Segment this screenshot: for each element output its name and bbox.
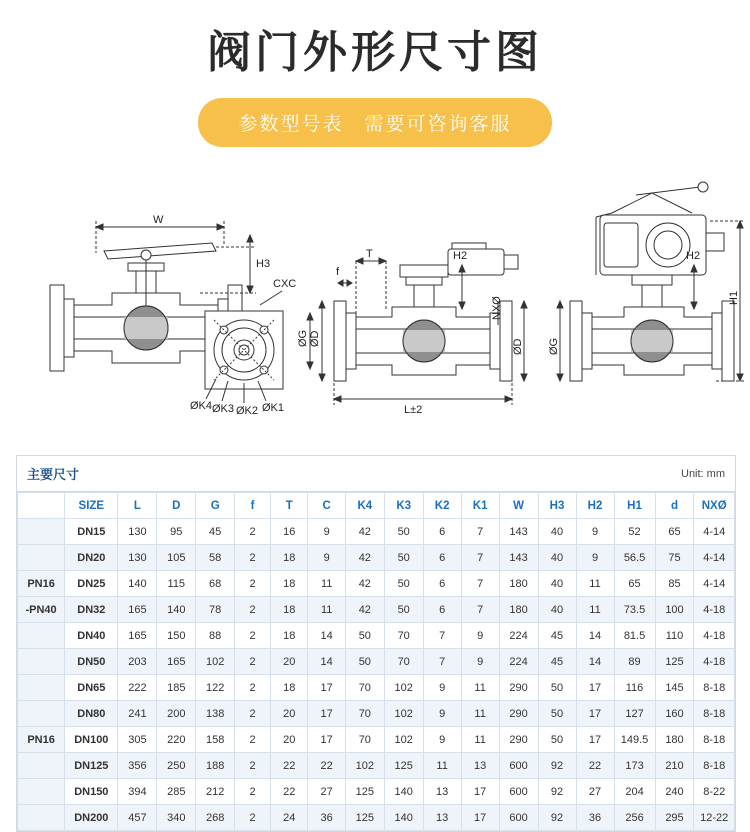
table-cell: 70 <box>345 701 384 727</box>
table-cell: 12-22 <box>694 805 735 831</box>
table-cell: 70 <box>384 623 423 649</box>
table-caption: 主要尺寸 <box>27 467 80 482</box>
table-cell: 11 <box>576 597 614 623</box>
table-cell: 92 <box>538 805 576 831</box>
table-cell: 50 <box>384 571 423 597</box>
table-cell: 9 <box>423 675 461 701</box>
table-cell: 6 <box>423 545 461 571</box>
table-cell: 105 <box>157 545 196 571</box>
table-cell: 203 <box>118 649 157 675</box>
table-cell: 290 <box>499 727 538 753</box>
table-cell: 50 <box>345 623 384 649</box>
table-cell-group: -PN40 <box>18 597 65 623</box>
table-cell: 102 <box>384 701 423 727</box>
dimension-table <box>17 492 735 831</box>
table-body <box>18 519 735 831</box>
subtitle-badge: 参数型号表 需要可咨询客服 <box>198 98 551 147</box>
table-cell: 42 <box>345 571 384 597</box>
label-h1: H1 <box>728 290 740 305</box>
table-cell: 200 <box>157 701 196 727</box>
table-header-row <box>18 493 735 519</box>
th-k4: K4 <box>345 493 384 519</box>
table-cell-group <box>18 519 65 545</box>
table-row <box>18 753 735 779</box>
table-cell-group <box>18 779 65 805</box>
table-cell: 222 <box>118 675 157 701</box>
table-cell: 180 <box>655 727 694 753</box>
dimension-table-container <box>16 455 736 832</box>
table-cell: 7 <box>461 545 499 571</box>
table-cell: 7 <box>461 597 499 623</box>
table-cell: 14 <box>576 649 614 675</box>
th-k2: K2 <box>423 493 461 519</box>
table-cell: 8-18 <box>694 753 735 779</box>
table-cell: 78 <box>196 597 235 623</box>
table-cell: 42 <box>345 545 384 571</box>
table-unit: Unit: mm <box>681 467 725 480</box>
th-d: D <box>157 493 196 519</box>
table-cell: 22 <box>271 779 308 805</box>
table-cell: 20 <box>271 649 308 675</box>
table-cell: 27 <box>576 779 614 805</box>
table-cell: 40 <box>538 519 576 545</box>
table-cell: 9 <box>308 545 345 571</box>
table-cell: 8-18 <box>694 701 735 727</box>
table-cell: 70 <box>384 649 423 675</box>
table-cell: 22 <box>271 753 308 779</box>
table-cell: 295 <box>655 805 694 831</box>
table-cell: 36 <box>308 805 345 831</box>
th-k3: K3 <box>384 493 423 519</box>
table-cell: 102 <box>345 753 384 779</box>
table-cell: 18 <box>271 545 308 571</box>
table-row <box>18 571 735 597</box>
table-cell: 250 <box>157 753 196 779</box>
table-cell: 14 <box>576 623 614 649</box>
label-od-mid: ØD <box>512 338 524 355</box>
table-cell: 149.5 <box>614 727 655 753</box>
table-cell: 50 <box>384 597 423 623</box>
table-cell: 68 <box>196 571 235 597</box>
table-cell: 17 <box>308 701 345 727</box>
label-cxc: CXC <box>273 278 297 290</box>
table-cell: 27 <box>308 779 345 805</box>
table-cell: 4-18 <box>694 649 735 675</box>
table-cell: 22 <box>576 753 614 779</box>
table-cell-size: DN125 <box>65 753 118 779</box>
table-cell: 24 <box>271 805 308 831</box>
table-cell: 8-18 <box>694 727 735 753</box>
label-h2-left: H2 <box>453 250 468 262</box>
table-cell: 140 <box>118 571 157 597</box>
table-cell: 125 <box>345 805 384 831</box>
table-cell: 2 <box>235 649 271 675</box>
table-row <box>18 649 735 675</box>
table-cell: 600 <box>499 805 538 831</box>
table-cell: 140 <box>384 805 423 831</box>
table-cell: 50 <box>345 649 384 675</box>
table-cell: 165 <box>118 623 157 649</box>
table-cell: 9 <box>576 519 614 545</box>
table-cell: 2 <box>235 753 271 779</box>
table-cell: 11 <box>423 753 461 779</box>
table-cell: 4-14 <box>694 545 735 571</box>
table-cell-size: DN100 <box>65 727 118 753</box>
table-cell: 18 <box>271 597 308 623</box>
table-cell: 65 <box>614 571 655 597</box>
table-cell: 2 <box>235 727 271 753</box>
table-cell-size: DN200 <box>65 805 118 831</box>
table-cell: 2 <box>235 571 271 597</box>
th-c: C <box>308 493 345 519</box>
table-cell: 9 <box>423 727 461 753</box>
table-cell: 50 <box>538 675 576 701</box>
table-cell: 11 <box>461 727 499 753</box>
table-cell: 13 <box>461 753 499 779</box>
table-cell-size: DN25 <box>65 571 118 597</box>
th-size: SIZE <box>65 493 118 519</box>
table-cell: 2 <box>235 623 271 649</box>
table-cell-group <box>18 701 65 727</box>
table-cell-group <box>18 675 65 701</box>
table-cell: 125 <box>345 779 384 805</box>
table-cell: 127 <box>614 701 655 727</box>
table-cell: 92 <box>538 753 576 779</box>
table-cell-group <box>18 753 65 779</box>
table-cell: 11 <box>308 597 345 623</box>
table-cell: 340 <box>157 805 196 831</box>
table-cell: 188 <box>196 753 235 779</box>
table-cell: 13 <box>423 779 461 805</box>
table-cell: 130 <box>118 519 157 545</box>
table-cell: 52 <box>614 519 655 545</box>
label-w: W <box>153 214 164 226</box>
table-cell: 56.5 <box>614 545 655 571</box>
subtitle-container <box>0 98 750 147</box>
valve-drawing-svg <box>0 165 750 445</box>
table-cell: 11 <box>461 675 499 701</box>
table-cell: 58 <box>196 545 235 571</box>
table-cell: 600 <box>499 753 538 779</box>
table-cell: 14 <box>308 623 345 649</box>
table-cell: 70 <box>345 727 384 753</box>
table-cell-group <box>18 545 65 571</box>
table-cell: 185 <box>157 675 196 701</box>
table-cell-size: DN20 <box>65 545 118 571</box>
table-cell: 102 <box>384 675 423 701</box>
th-t: T <box>271 493 308 519</box>
table-cell: 180 <box>499 597 538 623</box>
table-cell: 40 <box>538 545 576 571</box>
table-cell: 165 <box>157 649 196 675</box>
table-row <box>18 779 735 805</box>
table-cell: 17 <box>308 675 345 701</box>
table-cell: 220 <box>157 727 196 753</box>
table-cell: 45 <box>196 519 235 545</box>
page-title: 阀门外形尺寸图 <box>207 27 543 78</box>
table-cell: 9 <box>423 701 461 727</box>
table-cell: 7 <box>461 519 499 545</box>
table-cell-size: DN65 <box>65 675 118 701</box>
th-h3: H3 <box>538 493 576 519</box>
table-cell: 36 <box>576 805 614 831</box>
table-cell: 95 <box>157 519 196 545</box>
table-cell: 224 <box>499 623 538 649</box>
table-cell: 4-18 <box>694 623 735 649</box>
th-k1: K1 <box>461 493 499 519</box>
table-cell: 17 <box>308 727 345 753</box>
table-cell: 13 <box>423 805 461 831</box>
table-cell: 256 <box>614 805 655 831</box>
label-k4: ØK4 <box>190 400 213 412</box>
table-cell: 40 <box>538 571 576 597</box>
table-cell: 50 <box>538 701 576 727</box>
table-cell: 158 <box>196 727 235 753</box>
table-cell: 9 <box>308 519 345 545</box>
table-cell: 11 <box>576 571 614 597</box>
table-cell: 40 <box>538 597 576 623</box>
table-row <box>18 545 735 571</box>
table-cell: 2 <box>235 597 271 623</box>
table-cell: 110 <box>655 623 694 649</box>
table-cell: 165 <box>118 597 157 623</box>
th-l: L <box>118 493 157 519</box>
table-cell: 116 <box>614 675 655 701</box>
table-cell: 17 <box>461 779 499 805</box>
table-cell: 145 <box>655 675 694 701</box>
table-cell: 4-14 <box>694 571 735 597</box>
label-og-right: ØG <box>548 337 560 355</box>
table-cell: 2 <box>235 519 271 545</box>
table-cell: 7 <box>423 649 461 675</box>
label-og-left: ØG <box>297 329 309 347</box>
th-d-small: d <box>655 493 694 519</box>
table-row <box>18 519 735 545</box>
table-cell: 212 <box>196 779 235 805</box>
th-nxo: NXØ <box>694 493 735 519</box>
table-cell: 102 <box>196 649 235 675</box>
table-cell: 18 <box>271 675 308 701</box>
table-cell: 22 <box>308 753 345 779</box>
table-cell-size: DN50 <box>65 649 118 675</box>
table-cell: 73.5 <box>614 597 655 623</box>
table-cell: 125 <box>655 649 694 675</box>
table-cell: 173 <box>614 753 655 779</box>
table-cell: 50 <box>384 519 423 545</box>
table-cell: 18 <box>271 623 308 649</box>
table-cell: 8-22 <box>694 779 735 805</box>
table-cell: 4-18 <box>694 597 735 623</box>
table-cell: 17 <box>576 675 614 701</box>
th-w: W <box>499 493 538 519</box>
table-cell: 9 <box>461 649 499 675</box>
table-cell-group <box>18 623 65 649</box>
table-cell: 115 <box>157 571 196 597</box>
table-cell: 50 <box>538 727 576 753</box>
table-cell-group: PN16 <box>18 571 65 597</box>
table-row <box>18 675 735 701</box>
table-cell: 241 <box>118 701 157 727</box>
table-cell: 45 <box>538 623 576 649</box>
table-row <box>18 701 735 727</box>
table-cell: 143 <box>499 519 538 545</box>
table-cell: 8-18 <box>694 675 735 701</box>
table-cell: 6 <box>423 571 461 597</box>
table-cell: 42 <box>345 597 384 623</box>
table-cell: 305 <box>118 727 157 753</box>
label-nxo-mid: NXØ <box>491 296 503 320</box>
table-cell: 75 <box>655 545 694 571</box>
table-row <box>18 805 735 831</box>
table-cell: 89 <box>614 649 655 675</box>
table-cell-size: DN80 <box>65 701 118 727</box>
table-cell: 2 <box>235 545 271 571</box>
table-cell: 9 <box>461 623 499 649</box>
table-cell: 140 <box>384 779 423 805</box>
valve-drawings <box>0 165 750 435</box>
table-cell: 2 <box>235 675 271 701</box>
label-k2: ØK2 <box>236 405 259 417</box>
table-cell: 2 <box>235 779 271 805</box>
table-cell: 180 <box>499 571 538 597</box>
th-h2: H2 <box>576 493 614 519</box>
table-cell: 11 <box>461 701 499 727</box>
table-cell: 85 <box>655 571 694 597</box>
table-cell: 42 <box>345 519 384 545</box>
table-cell: 18 <box>271 571 308 597</box>
table-cell-size: DN32 <box>65 597 118 623</box>
label-k1: ØK1 <box>262 402 285 414</box>
table-cell: 6 <box>423 597 461 623</box>
table-cell: 285 <box>157 779 196 805</box>
table-cell: 290 <box>499 701 538 727</box>
table-cell: 50 <box>384 545 423 571</box>
table-cell: 102 <box>384 727 423 753</box>
table-row <box>18 597 735 623</box>
table-cell: 100 <box>655 597 694 623</box>
table-cell: 150 <box>157 623 196 649</box>
table-cell: 210 <box>655 753 694 779</box>
label-t: T <box>366 248 373 260</box>
table-header-bar <box>17 456 735 492</box>
table-cell: 160 <box>655 701 694 727</box>
label-l: L±2 <box>404 404 423 416</box>
table-cell-size: DN15 <box>65 519 118 545</box>
table-cell: 2 <box>235 701 271 727</box>
table-cell-size: DN150 <box>65 779 118 805</box>
table-cell: 204 <box>614 779 655 805</box>
table-cell: 70 <box>345 675 384 701</box>
table-cell: 88 <box>196 623 235 649</box>
table-cell-group <box>18 649 65 675</box>
th-h1: H1 <box>614 493 655 519</box>
label-h3: H3 <box>256 258 271 270</box>
table-cell: 14 <box>308 649 345 675</box>
table-cell: 138 <box>196 701 235 727</box>
table-cell: 457 <box>118 805 157 831</box>
table-cell: 20 <box>271 727 308 753</box>
table-cell: 7 <box>423 623 461 649</box>
table-cell: 65 <box>655 519 694 545</box>
table-cell-size: DN40 <box>65 623 118 649</box>
table-cell: 224 <box>499 649 538 675</box>
table-cell-group: PN16 <box>18 727 65 753</box>
table-cell: 2 <box>235 805 271 831</box>
table-row <box>18 727 735 753</box>
table-cell: 290 <box>499 675 538 701</box>
table-cell: 122 <box>196 675 235 701</box>
table-cell: 17 <box>461 805 499 831</box>
label-k3: ØK3 <box>212 403 235 415</box>
table-cell: 6 <box>423 519 461 545</box>
table-cell: 268 <box>196 805 235 831</box>
table-cell: 17 <box>576 701 614 727</box>
table-cell: 20 <box>271 701 308 727</box>
label-od-left: ØD <box>309 330 321 347</box>
th-group <box>18 493 65 519</box>
table-cell: 356 <box>118 753 157 779</box>
table-cell: 125 <box>384 753 423 779</box>
table-cell: 600 <box>499 779 538 805</box>
table-cell: 16 <box>271 519 308 545</box>
table-cell: 92 <box>538 779 576 805</box>
table-cell: 140 <box>157 597 196 623</box>
th-g: G <box>196 493 235 519</box>
table-cell: 240 <box>655 779 694 805</box>
table-cell: 143 <box>499 545 538 571</box>
table-cell: 394 <box>118 779 157 805</box>
table-cell-group <box>18 805 65 831</box>
th-f: f <box>235 493 271 519</box>
label-f: f <box>336 266 340 278</box>
table-cell: 7 <box>461 571 499 597</box>
table-cell: 4-14 <box>694 519 735 545</box>
table-cell: 11 <box>308 571 345 597</box>
table-cell: 17 <box>576 727 614 753</box>
label-h2-right: H2 <box>686 250 701 262</box>
table-cell: 45 <box>538 649 576 675</box>
table-row <box>18 623 735 649</box>
table-cell: 9 <box>576 545 614 571</box>
table-cell: 81.5 <box>614 623 655 649</box>
table-cell: 130 <box>118 545 157 571</box>
